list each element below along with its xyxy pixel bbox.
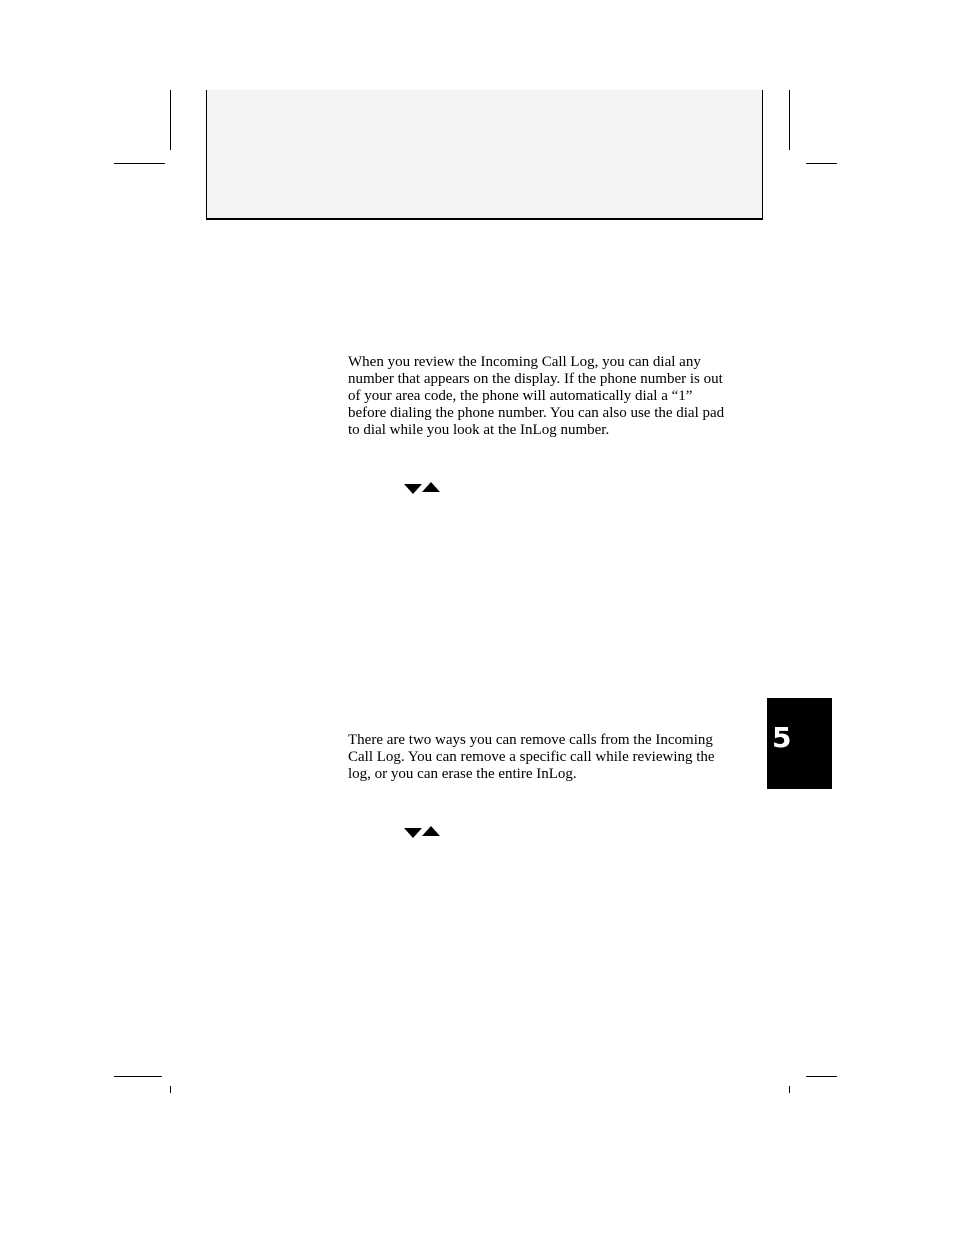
down-up-arrow-icon [404, 482, 444, 496]
paragraph-line: number that appears on the display. If the phone number is out [348, 371, 723, 387]
paragraph-line: log, or you can erase the entire InLog. [348, 766, 577, 782]
paragraph-line: to dial while you look at the InLog number. [348, 422, 610, 438]
page-header-box [206, 90, 763, 220]
crop-mark-top-left-horizontal [114, 163, 165, 164]
crop-mark-bottom-right-horizontal [806, 1076, 837, 1077]
crop-mark-bottom-left-vertical [170, 1086, 171, 1093]
paragraph-line: before dialing the phone number. You can also use the dial pad [348, 405, 725, 421]
crop-mark-top-left-vertical [170, 90, 171, 150]
paragraph-line: When you review the Incoming Call Log, you can dial any [348, 354, 701, 370]
down-up-arrow-icon [404, 826, 444, 840]
crop-mark-top-right-horizontal [806, 163, 837, 164]
chapter-number: 5 [772, 721, 792, 754]
paragraph-line: of your area code, the phone will automatically dial a “1” [348, 388, 693, 404]
paragraph-line: Call Log. You can remove a specific call while reviewing the [348, 749, 715, 765]
chapter-tab [767, 698, 832, 789]
remove-calls-paragraph [348, 732, 715, 783]
paragraph-line: There are two ways you can remove calls from the Incoming [348, 732, 713, 748]
crop-mark-bottom-right-vertical [789, 1086, 790, 1093]
crop-mark-top-right-vertical [789, 90, 790, 150]
crop-mark-bottom-left-horizontal [114, 1076, 162, 1077]
dial-from-inlog-paragraph [348, 354, 724, 439]
